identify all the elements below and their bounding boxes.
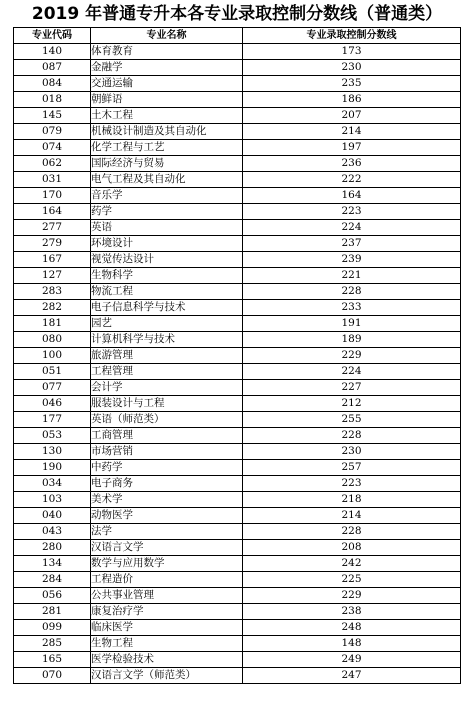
score-cell: 228 [243, 284, 461, 300]
major-name-cell: 音乐学 [91, 188, 243, 204]
score-cell: 214 [243, 124, 461, 140]
score-cell: 247 [243, 668, 461, 684]
score-cell: 228 [243, 524, 461, 540]
table-row [14, 652, 461, 668]
score-cell: 228 [243, 428, 461, 444]
table-row [14, 268, 461, 284]
score-cell: 229 [243, 348, 461, 364]
score-cell: 230 [243, 60, 461, 76]
table-row [14, 92, 461, 108]
table-row [14, 220, 461, 236]
major-code-cell: 080 [14, 332, 91, 348]
score-cell: 238 [243, 604, 461, 620]
major-name-cell: 医学检验技术 [91, 652, 243, 668]
table-row [14, 156, 461, 172]
score-cell: 230 [243, 444, 461, 460]
table-row [14, 476, 461, 492]
major-name-cell: 计算机科学与技术 [91, 332, 243, 348]
table-row [14, 540, 461, 556]
table-row [14, 60, 461, 76]
table-row [14, 236, 461, 252]
major-name-cell: 药学 [91, 204, 243, 220]
score-cell: 249 [243, 652, 461, 668]
table-row [14, 284, 461, 300]
major-name-cell: 环境设计 [91, 236, 243, 252]
major-code-cell: 140 [14, 44, 91, 60]
major-code-cell: 277 [14, 220, 91, 236]
major-code-cell: 145 [14, 108, 91, 124]
table-row [14, 444, 461, 460]
major-code-cell: 279 [14, 236, 91, 252]
score-cell: 236 [243, 156, 461, 172]
table-row [14, 364, 461, 380]
score-cell: 227 [243, 380, 461, 396]
score-table [13, 27, 461, 684]
major-name-cell: 旅游管理 [91, 348, 243, 364]
major-name-cell: 汉语言文学 [91, 540, 243, 556]
score-cell: 248 [243, 620, 461, 636]
score-cell: 207 [243, 108, 461, 124]
table-row [14, 572, 461, 588]
table-row [14, 108, 461, 124]
major-name-cell: 电子商务 [91, 476, 243, 492]
score-cell: 235 [243, 76, 461, 92]
header-name: 专业名称 [91, 28, 243, 44]
table-header-row [14, 28, 461, 44]
score-cell: 208 [243, 540, 461, 556]
table-row [14, 492, 461, 508]
major-name-cell: 服装设计与工程 [91, 396, 243, 412]
major-code-cell: 099 [14, 620, 91, 636]
major-name-cell: 市场营销 [91, 444, 243, 460]
table-row [14, 668, 461, 684]
header-score: 专业录取控制分数线 [243, 28, 461, 44]
score-cell: 164 [243, 188, 461, 204]
major-code-cell: 170 [14, 188, 91, 204]
score-cell: 222 [243, 172, 461, 188]
major-code-cell: 281 [14, 604, 91, 620]
major-name-cell: 法学 [91, 524, 243, 540]
major-name-cell: 土木工程 [91, 108, 243, 124]
score-cell: 229 [243, 588, 461, 604]
major-name-cell: 园艺 [91, 316, 243, 332]
score-cell: 197 [243, 140, 461, 156]
score-cell: 242 [243, 556, 461, 572]
major-name-cell: 生物工程 [91, 636, 243, 652]
table-row [14, 412, 461, 428]
table-row [14, 524, 461, 540]
table-row [14, 636, 461, 652]
major-name-cell: 机械设计制造及其自动化 [91, 124, 243, 140]
major-code-cell: 103 [14, 492, 91, 508]
major-code-cell: 079 [14, 124, 91, 140]
table-row [14, 396, 461, 412]
table-row [14, 252, 461, 268]
major-name-cell: 工程造价 [91, 572, 243, 588]
score-cell: 221 [243, 268, 461, 284]
major-name-cell: 美术学 [91, 492, 243, 508]
major-name-cell: 中药学 [91, 460, 243, 476]
major-code-cell: 046 [14, 396, 91, 412]
major-name-cell: 物流工程 [91, 284, 243, 300]
major-code-cell: 056 [14, 588, 91, 604]
table-row [14, 620, 461, 636]
score-cell: 223 [243, 204, 461, 220]
major-code-cell: 070 [14, 668, 91, 684]
major-name-cell: 公共事业管理 [91, 588, 243, 604]
major-code-cell: 100 [14, 348, 91, 364]
score-cell: 186 [243, 92, 461, 108]
major-code-cell: 282 [14, 300, 91, 316]
major-name-cell: 朝鲜语 [91, 92, 243, 108]
major-name-cell: 金融学 [91, 60, 243, 76]
table-row [14, 332, 461, 348]
score-cell: 224 [243, 220, 461, 236]
major-code-cell: 034 [14, 476, 91, 492]
major-code-cell: 074 [14, 140, 91, 156]
major-code-cell: 283 [14, 284, 91, 300]
score-cell: 218 [243, 492, 461, 508]
major-code-cell: 285 [14, 636, 91, 652]
major-name-cell: 工商管理 [91, 428, 243, 444]
table-row [14, 604, 461, 620]
score-cell: 223 [243, 476, 461, 492]
table-row [14, 140, 461, 156]
score-cell: 214 [243, 508, 461, 524]
major-name-cell: 动物医学 [91, 508, 243, 524]
table-row [14, 460, 461, 476]
score-cell: 239 [243, 252, 461, 268]
score-cell: 189 [243, 332, 461, 348]
table-row [14, 556, 461, 572]
major-code-cell: 164 [14, 204, 91, 220]
score-cell: 225 [243, 572, 461, 588]
major-code-cell: 130 [14, 444, 91, 460]
major-code-cell: 181 [14, 316, 91, 332]
major-name-cell: 电子信息科学与技术 [91, 300, 243, 316]
table-row [14, 380, 461, 396]
table-row [14, 300, 461, 316]
table-row [14, 44, 461, 60]
page-title: 2019 年普通专升本各专业录取控制分数线（普通类） [31, 4, 443, 24]
score-cell: 148 [243, 636, 461, 652]
major-code-cell: 087 [14, 60, 91, 76]
major-name-cell: 电气工程及其自动化 [91, 172, 243, 188]
major-code-cell: 018 [14, 92, 91, 108]
major-code-cell: 077 [14, 380, 91, 396]
major-code-cell: 165 [14, 652, 91, 668]
major-code-cell: 190 [14, 460, 91, 476]
major-name-cell: 体育教育 [91, 44, 243, 60]
table-row [14, 204, 461, 220]
major-code-cell: 167 [14, 252, 91, 268]
table-row [14, 508, 461, 524]
major-code-cell: 053 [14, 428, 91, 444]
major-code-cell: 031 [14, 172, 91, 188]
major-name-cell: 英语 [91, 220, 243, 236]
score-cell: 224 [243, 364, 461, 380]
major-name-cell: 生物科学 [91, 268, 243, 284]
major-code-cell: 084 [14, 76, 91, 92]
score-cell: 173 [243, 44, 461, 60]
major-name-cell: 会计学 [91, 380, 243, 396]
score-cell: 191 [243, 316, 461, 332]
major-code-cell: 062 [14, 156, 91, 172]
major-code-cell: 284 [14, 572, 91, 588]
major-name-cell: 国际经济与贸易 [91, 156, 243, 172]
major-name-cell: 英语（师范类） [91, 412, 243, 428]
score-cell: 212 [243, 396, 461, 412]
header-code: 专业代码 [14, 28, 91, 44]
table-row [14, 316, 461, 332]
table-row [14, 76, 461, 92]
table-row [14, 172, 461, 188]
score-cell: 257 [243, 460, 461, 476]
major-name-cell: 临床医学 [91, 620, 243, 636]
major-code-cell: 280 [14, 540, 91, 556]
score-cell: 255 [243, 412, 461, 428]
major-name-cell: 化学工程与工艺 [91, 140, 243, 156]
major-name-cell: 数学与应用数学 [91, 556, 243, 572]
table-row [14, 588, 461, 604]
major-code-cell: 177 [14, 412, 91, 428]
major-code-cell: 051 [14, 364, 91, 380]
table-row [14, 124, 461, 140]
major-name-cell: 视觉传达设计 [91, 252, 243, 268]
major-code-cell: 134 [14, 556, 91, 572]
major-code-cell: 043 [14, 524, 91, 540]
major-name-cell: 康复治疗学 [91, 604, 243, 620]
major-code-cell: 040 [14, 508, 91, 524]
table-row [14, 188, 461, 204]
major-code-cell: 127 [14, 268, 91, 284]
major-name-cell: 工程管理 [91, 364, 243, 380]
table-body [14, 44, 461, 684]
table-row [14, 348, 461, 364]
major-name-cell: 汉语言文学（师范类） [91, 668, 243, 684]
table-row [14, 428, 461, 444]
score-cell: 233 [243, 300, 461, 316]
major-name-cell: 交通运输 [91, 76, 243, 92]
score-cell: 237 [243, 236, 461, 252]
